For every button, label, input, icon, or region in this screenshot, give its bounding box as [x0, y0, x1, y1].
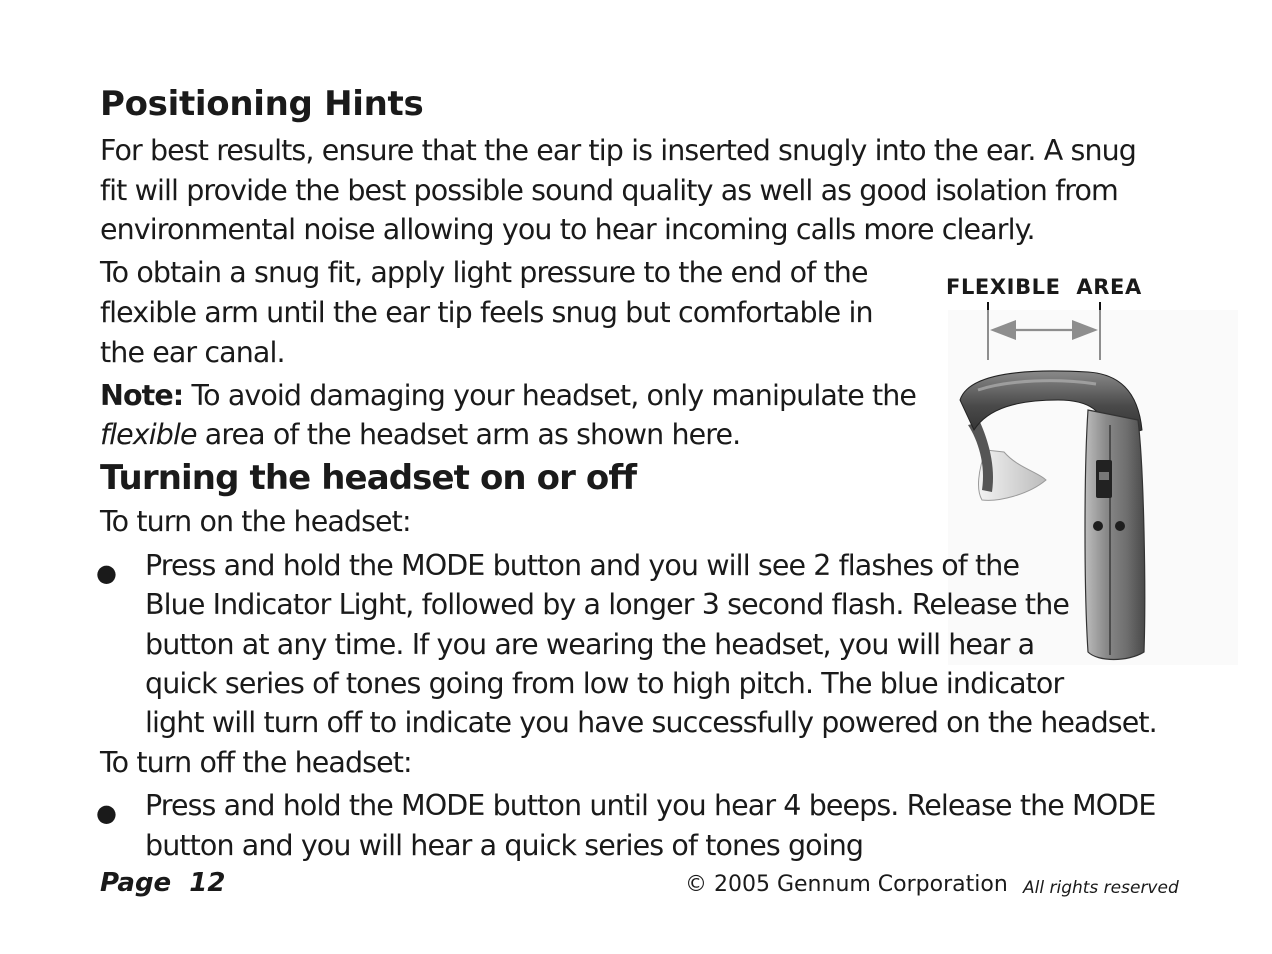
bullet-on-line4: quick series of tones going from low to high pitch. The blue indicator	[145, 667, 1064, 700]
bullet-on-line1: Press and hold the MODE button and you will see 2 flashes of the	[145, 549, 1020, 582]
bullet-on-line3: button at any time. If you are wearing the headset, you will hear a	[145, 628, 1035, 661]
note-line2	[100, 415, 740, 455]
bullet-on-line5: light will turn off to indicate you have successfully powered on the headset.	[145, 706, 1157, 739]
note-text: To avoid damaging your headset, only manipulate the	[183, 379, 917, 412]
note-line1	[100, 376, 916, 416]
turn-off-intro: To turn off the headset:	[100, 746, 412, 779]
bullet-on-line2: Blue Indicator Light, followed by a longer 3 second flash. Release the	[145, 588, 1069, 621]
para2-line1: To obtain a snug fit, apply light pressure to the end of the	[100, 256, 868, 289]
note-text-rest: area of the headset arm as shown here.	[196, 418, 741, 451]
para1-line3: environmental noise allowing you to hear incoming calls more clearly.	[100, 213, 1035, 246]
note-label: Note:	[100, 379, 184, 412]
heading-positioning-hints: Positioning Hints	[100, 84, 424, 124]
bullet-off-line2: button and you will hear a quick series of tones going	[145, 829, 864, 862]
turn-on-intro: To turn on the headset:	[100, 505, 411, 538]
para2-line2: flexible arm until the ear tip feels snug but comfortable in	[100, 296, 873, 329]
para2-line3: the ear canal.	[100, 336, 285, 369]
note-flexible-word: flexible	[100, 418, 197, 451]
footer-copyright: © 2005 Gennum Corporation	[685, 872, 1008, 897]
bullet-on-marker: ●	[96, 559, 117, 587]
para1-line2: fit will provide the best possible sound quality as well as good isolation from	[100, 174, 1118, 207]
heading-turning-on-off: Turning the headset on or off	[100, 458, 637, 498]
bullet-off-marker: ●	[96, 799, 117, 827]
footer-rights-reserved: All rights reserved	[1023, 878, 1179, 898]
para1-line1: For best results, ensure that the ear tip is inserted snugly into the ear. A snug	[100, 134, 1136, 167]
bullet-off-line1: Press and hold the MODE button until you hear 4 beeps. Release the MODE	[145, 789, 1156, 822]
figure-label-flexible-area: FLEXIBLE AREA	[946, 275, 1142, 299]
footer-page-number: Page 12	[100, 868, 226, 898]
